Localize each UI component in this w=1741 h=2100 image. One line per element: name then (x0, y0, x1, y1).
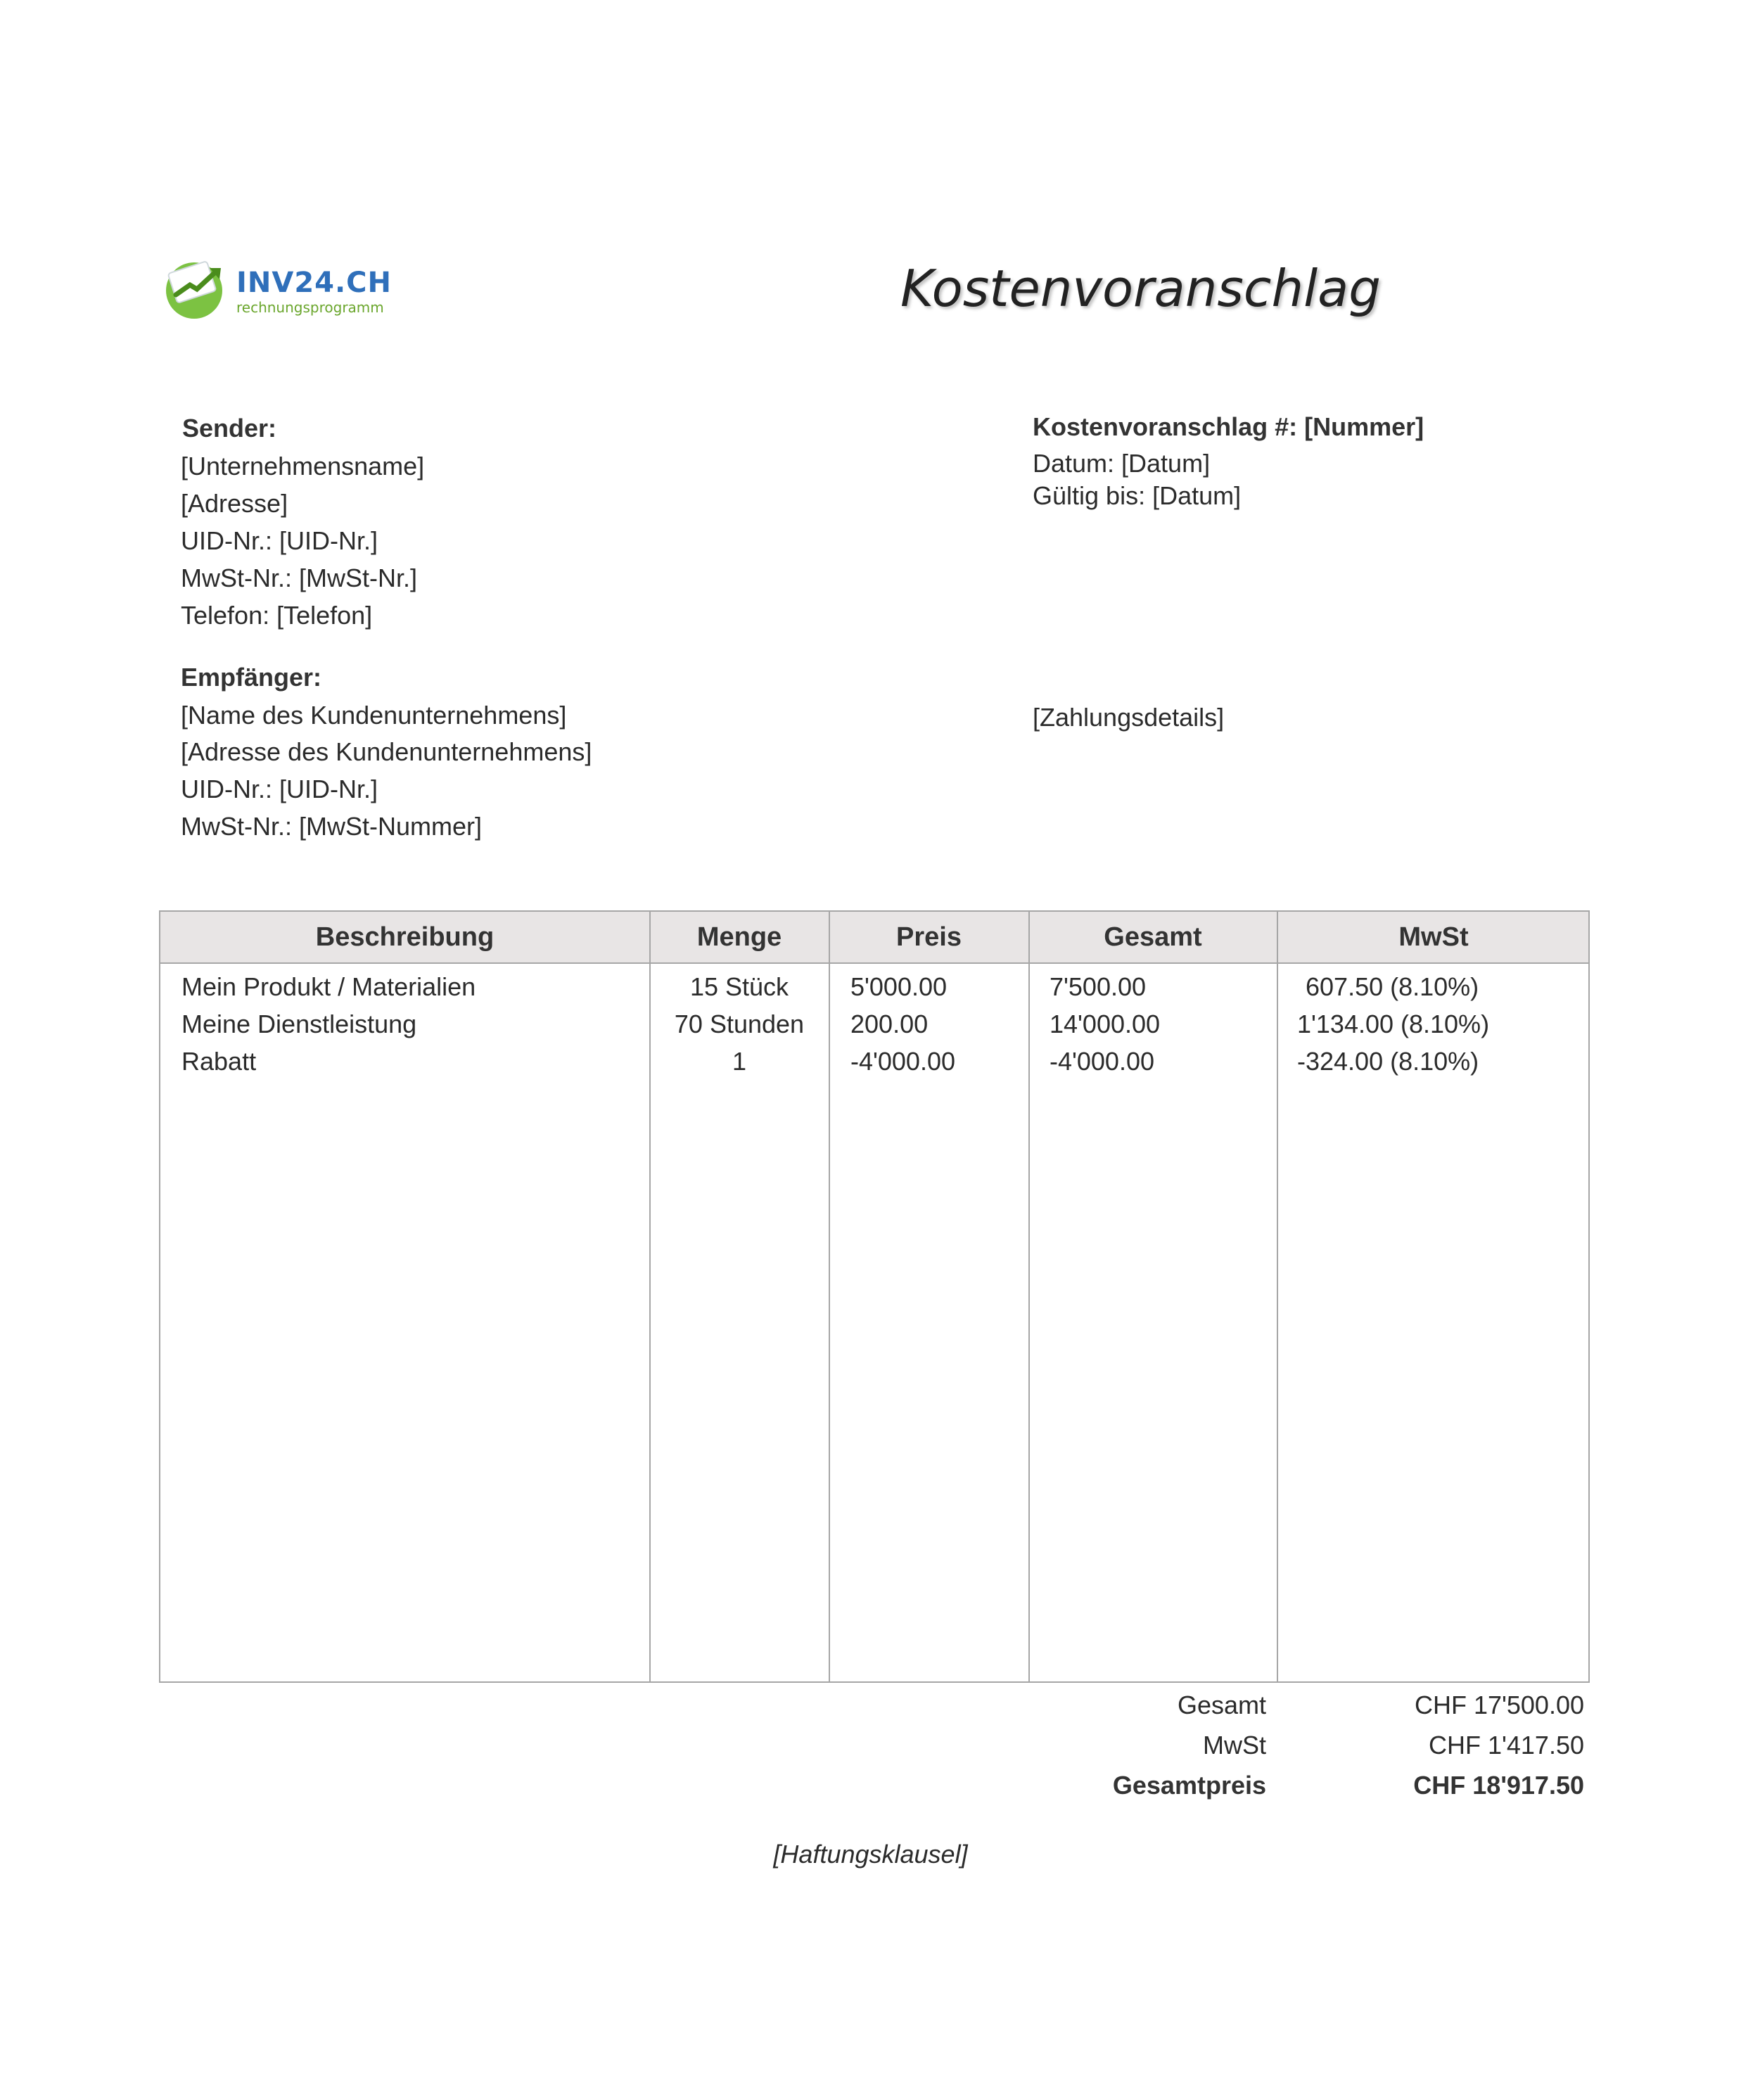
row-total: 14'000.00 (1050, 1010, 1161, 1038)
quote-number: Kostenvoranschlag #: [Nummer] (1033, 412, 1424, 441)
header-price: Preis (896, 922, 962, 952)
sender-line: UID-Nr.: [UID-Nr.] (181, 526, 378, 555)
header-vat: MwSt (1398, 922, 1469, 952)
column-divider (1028, 912, 1030, 1681)
vat-label: MwSt (1203, 1731, 1266, 1759)
logo-icon (160, 251, 231, 322)
sender-line: [Adresse] (181, 489, 288, 518)
company-logo (160, 251, 393, 322)
recipient-line: [Adresse des Kundenunternehmens] (181, 737, 592, 766)
row-vat: 607.50 (8.10%) (1306, 972, 1479, 1001)
recipient-line: [Name des Kundenunternehmens] (181, 701, 567, 730)
row-vat: -324.00 (8.10%) (1297, 1047, 1479, 1076)
sender-heading: Sender: (182, 414, 277, 443)
liability-disclaimer: [Haftungsklausel] (773, 1840, 968, 1869)
subtotal-label: Gesamt (1177, 1691, 1266, 1719)
payment-details: [Zahlungsdetails] (1033, 703, 1225, 732)
row-price: -4'000.00 (850, 1047, 955, 1076)
grand-total-value: CHF 18'917.50 (1413, 1771, 1584, 1800)
quote-valid-until: Gültig bis: [Datum] (1033, 481, 1242, 510)
row-price: 200.00 (850, 1010, 929, 1038)
quote-date: Datum: [Datum] (1033, 449, 1211, 478)
row-quantity: 70 Stunden (674, 1010, 805, 1038)
recipient-line: MwSt-Nr.: [MwSt-Nummer] (181, 812, 482, 841)
document-title: Kostenvoranschlag (900, 259, 1381, 318)
items-table (159, 910, 1590, 1683)
row-description: Rabatt (181, 1047, 257, 1076)
column-divider (1277, 912, 1278, 1681)
table-header (160, 912, 1588, 964)
grand-total-label: Gesamtpreis (1112, 1771, 1266, 1800)
row-vat: 1'134.00 (8.10%) (1297, 1010, 1490, 1038)
header-quantity: Menge (696, 922, 782, 952)
row-description: Meine Dienstleistung (181, 1010, 417, 1038)
vat-value: CHF 1'417.50 (1429, 1731, 1584, 1759)
row-total: -4'000.00 (1050, 1047, 1154, 1076)
subtotal-value: CHF 17'500.00 (1414, 1691, 1584, 1719)
row-description: Mein Produkt / Materialien (181, 972, 476, 1001)
logo-tagline: rechnungsprogramm (236, 299, 384, 316)
row-quantity: 15 Stück (689, 972, 789, 1001)
row-quantity: 1 (732, 1047, 747, 1076)
header-description: Beschreibung (315, 922, 495, 952)
sender-line: MwSt-Nr.: [MwSt-Nr.] (181, 564, 417, 592)
recipient-heading: Empfänger: (181, 663, 322, 692)
row-total: 7'500.00 (1050, 972, 1147, 1001)
column-divider (829, 912, 830, 1681)
row-price: 5'000.00 (850, 972, 948, 1001)
header-total: Gesamt (1104, 922, 1202, 952)
sender-line: Telefon: [Telefon] (181, 601, 373, 630)
logo-brand: INV24.CH (236, 267, 393, 299)
recipient-line: UID-Nr.: [UID-Nr.] (181, 775, 378, 803)
sender-line: [Unternehmensname] (181, 452, 425, 481)
